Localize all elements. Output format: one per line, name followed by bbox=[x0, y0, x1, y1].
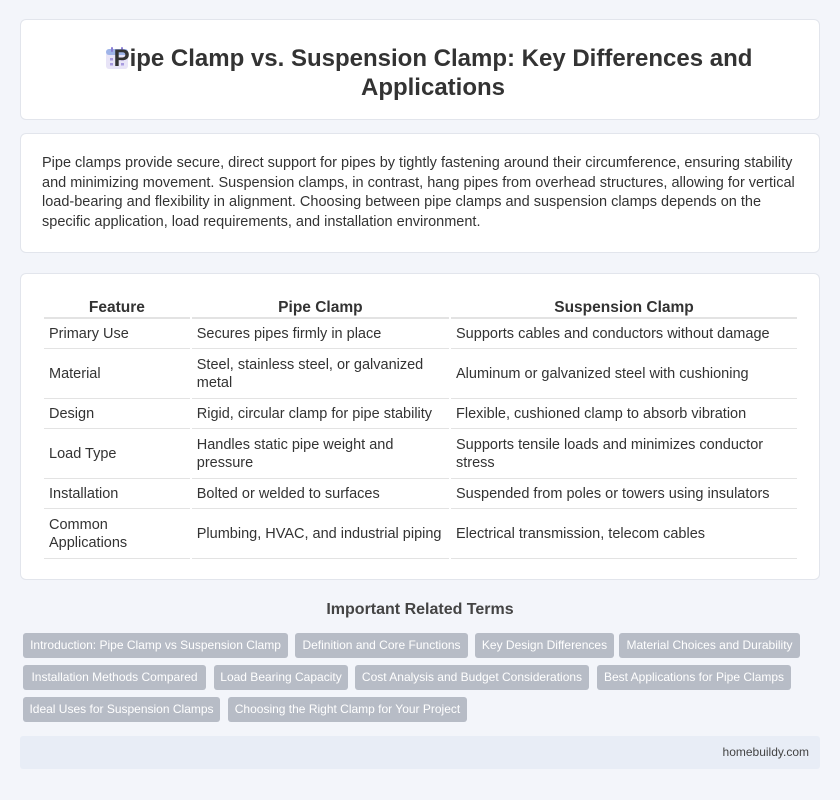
table-row bbox=[44, 429, 797, 479]
table-row bbox=[44, 349, 797, 399]
footer-site-link[interactable]: homebuildy.com bbox=[722, 745, 809, 759]
related-tag[interactable]: Definition and Core Functions bbox=[295, 633, 468, 658]
related-tag[interactable]: Installation Methods Compared bbox=[23, 665, 206, 690]
header-pipe-clamp: Pipe Clamp bbox=[192, 295, 449, 319]
comparison-table bbox=[42, 295, 799, 559]
header-card bbox=[20, 19, 820, 120]
cell-suspension-clamp: Electrical transmission, telecom cables bbox=[451, 509, 797, 559]
related-tag[interactable]: Load Bearing Capacity bbox=[214, 665, 348, 690]
related-tag[interactable]: Key Design Differences bbox=[475, 633, 614, 658]
table-row bbox=[44, 399, 797, 429]
page-title bbox=[21, 44, 819, 102]
cell-pipe-clamp: Rigid, circular clamp for pipe stability bbox=[192, 399, 449, 429]
cell-pipe-clamp: Bolted or welded to surfaces bbox=[192, 479, 449, 509]
cell-suspension-clamp: Suspended from poles or towers using insulators bbox=[451, 479, 797, 509]
footer bbox=[20, 736, 820, 769]
cell-suspension-clamp: Flexible, cushioned clamp to absorb vibration bbox=[451, 399, 797, 429]
comparison-card bbox=[20, 273, 820, 580]
intro-paragraph: Pipe clamps provide secure, direct support for pipes by tightly fastening around their circumference, ensuring stability and minimizing movement. Suspension clamps, in contrast, hang pipes from overhead structures, allowing for vertical load-bearing and flexibility in alignment. Choosing between pipe clamps and suspension clamps depends on the specific application, load requirements, and installation environment. bbox=[42, 155, 795, 230]
cell-pipe-clamp: Secures pipes firmly in place bbox=[192, 319, 449, 349]
related-tag[interactable]: Best Applications for Pipe Clamps bbox=[597, 665, 791, 690]
table-row bbox=[44, 479, 797, 509]
cell-feature: Design bbox=[44, 399, 190, 429]
related-tag[interactable]: Introduction: Pipe Clamp vs Suspension Clamp bbox=[23, 633, 288, 658]
related-tag[interactable]: Material Choices and Durability bbox=[619, 633, 800, 658]
cell-pipe-clamp: Handles static pipe weight and pressure bbox=[192, 429, 449, 479]
related-tag[interactable]: Ideal Uses for Suspension Clamps bbox=[23, 697, 220, 722]
table-header-row bbox=[44, 295, 797, 319]
cell-suspension-clamp: Supports cables and conductors without damage bbox=[451, 319, 797, 349]
cell-suspension-clamp: Aluminum or galvanized steel with cushioning bbox=[451, 349, 797, 399]
related-tag[interactable]: Cost Analysis and Budget Considerations bbox=[355, 665, 589, 690]
page-title-text: Pipe Clamp vs. Suspension Clamp: Key Differences and Applications bbox=[113, 45, 753, 101]
cell-feature: Installation bbox=[44, 479, 190, 509]
header-suspension-clamp: Suspension Clamp bbox=[451, 295, 797, 319]
related-tag[interactable]: Choosing the Right Clamp for Your Project bbox=[228, 697, 467, 722]
cell-feature: Common Applications bbox=[44, 509, 190, 559]
cell-feature: Load Type bbox=[44, 429, 190, 479]
cell-pipe-clamp: Plumbing, HVAC, and industrial piping bbox=[192, 509, 449, 559]
header-feature: Feature bbox=[44, 295, 190, 319]
table-row bbox=[44, 319, 797, 349]
table-row bbox=[44, 509, 797, 559]
related-terms-title: Important Related Terms bbox=[326, 601, 514, 618]
cell-feature: Primary Use bbox=[44, 319, 190, 349]
intro-card bbox=[20, 133, 820, 253]
cell-feature: Material bbox=[44, 349, 190, 399]
cell-pipe-clamp: Steel, stainless steel, or galvanized metal bbox=[192, 349, 449, 399]
cell-suspension-clamp: Supports tensile loads and minimizes conductor stress bbox=[451, 429, 797, 479]
